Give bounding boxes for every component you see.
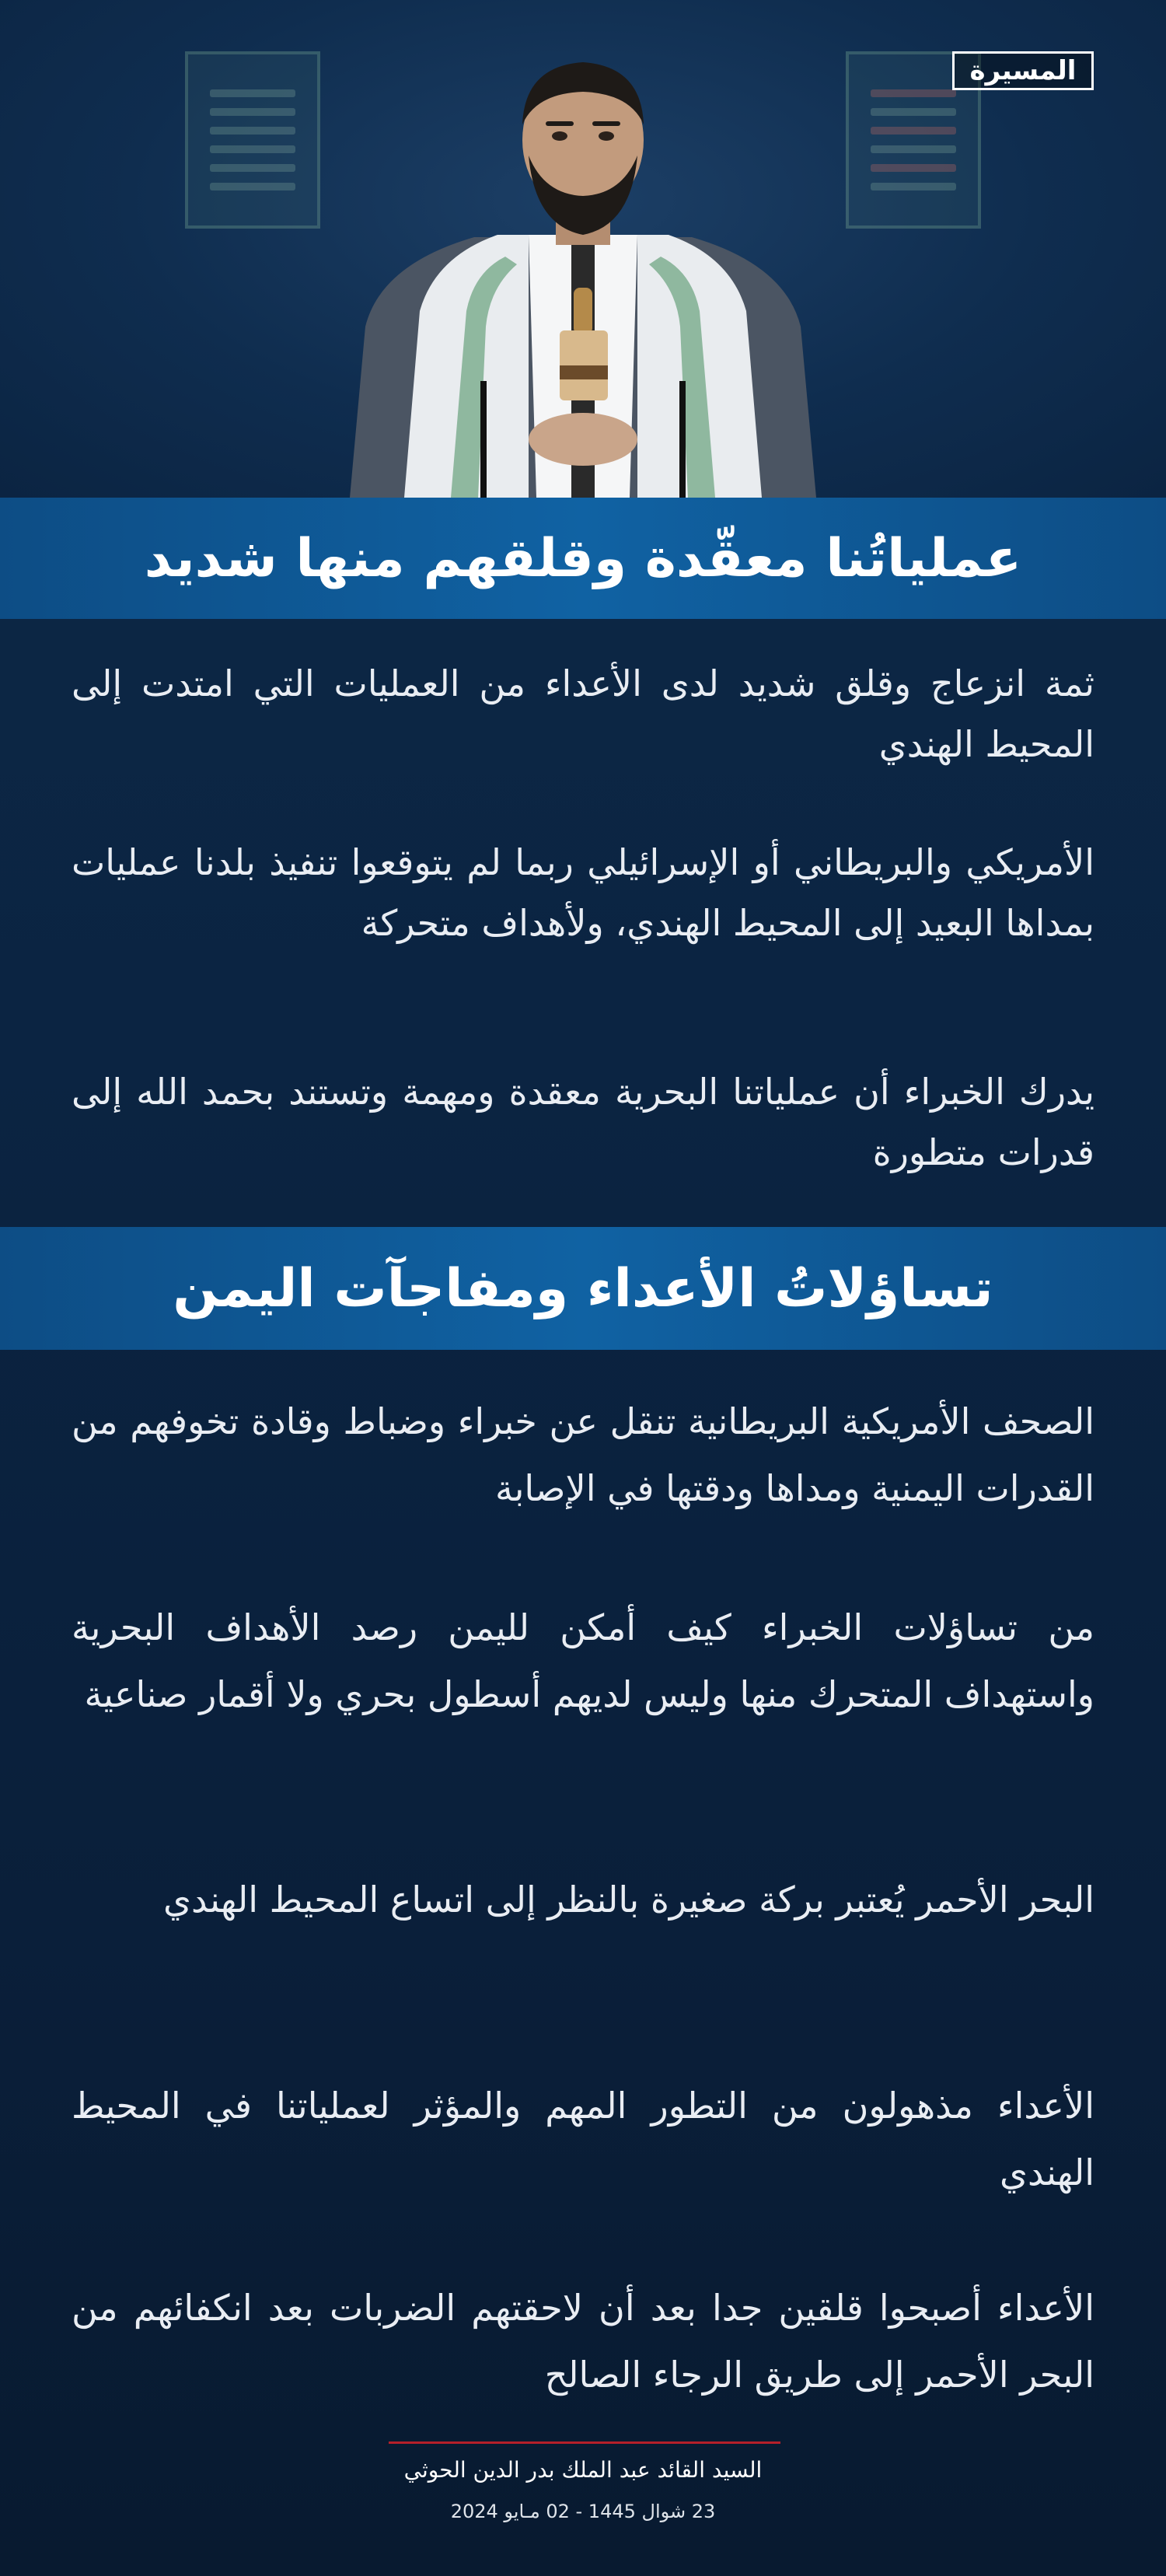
paragraph: الأعداء مذهولون من التطور المهم والمؤثر لعملياتنا في المحيط الهندي <box>72 2085 1094 2193</box>
paragraph: يدرك الخبراء أن عملياتنا البحرية معقدة ومهمة وتستند بحمد الله إلى قدرات متطورة <box>72 1071 1094 1173</box>
paragraph: ثمة انزعاج وقلق شديد لدى الأعداء من العمليات التي امتدت إلى المحيط الهندي <box>72 662 1094 765</box>
section-heading-operations: عملياتُنا معقّدة وقلقهم منها شديد <box>0 498 1166 619</box>
paragraph: من تساؤلات الخبراء كيف أمكن لليمن رصد الأهداف البحرية واستهداف المتحرك منها وليس لديهم أسطول بحري ولا أقمار صناعية <box>72 1606 1094 1715</box>
footer-divider <box>389 2441 780 2444</box>
wall-frame-left <box>185 51 320 229</box>
paragraph: الأمريكي والبريطاني أو الإسرائيلي ربما لم يتوقعوا تنفيذ بلدنا عمليات بمداها البعيد إلى المحيط الهندي، ولأهداف متحركة <box>72 841 1094 944</box>
hero-image <box>0 0 1166 498</box>
paragraph: الصحف الأمريكية البريطانية تنقل عن خبراء وضباط وقادة تخوفهم من القدرات اليمنية ومداها ودقتها في الإصابة <box>72 1400 1094 1509</box>
speech-date: 23 شوال 1445 - 02 مـايو 2024 <box>450 2501 716 2522</box>
paragraph: الأعداء أصبحوا قلقين جدا بعد أن لاحقتهم الضربات بعد انكفائهم من البحر الأحمر إلى طريق الرجاء الصالح <box>72 2287 1094 2396</box>
paragraph: البحر الأحمر يُعتبر بركة صغيرة بالنظر إلى اتساع المحيط الهندي <box>163 1879 1094 1921</box>
section-heading-enemy-questions: تساؤلاتُ الأعداء ومفاجآت اليمن <box>0 1227 1166 1350</box>
speaker-portrait <box>334 31 832 498</box>
speaker-name: السيد القائد عبد الملك بدر الدين الحوثي <box>403 2457 763 2483</box>
brand-logo: المسيرة <box>952 51 1094 90</box>
